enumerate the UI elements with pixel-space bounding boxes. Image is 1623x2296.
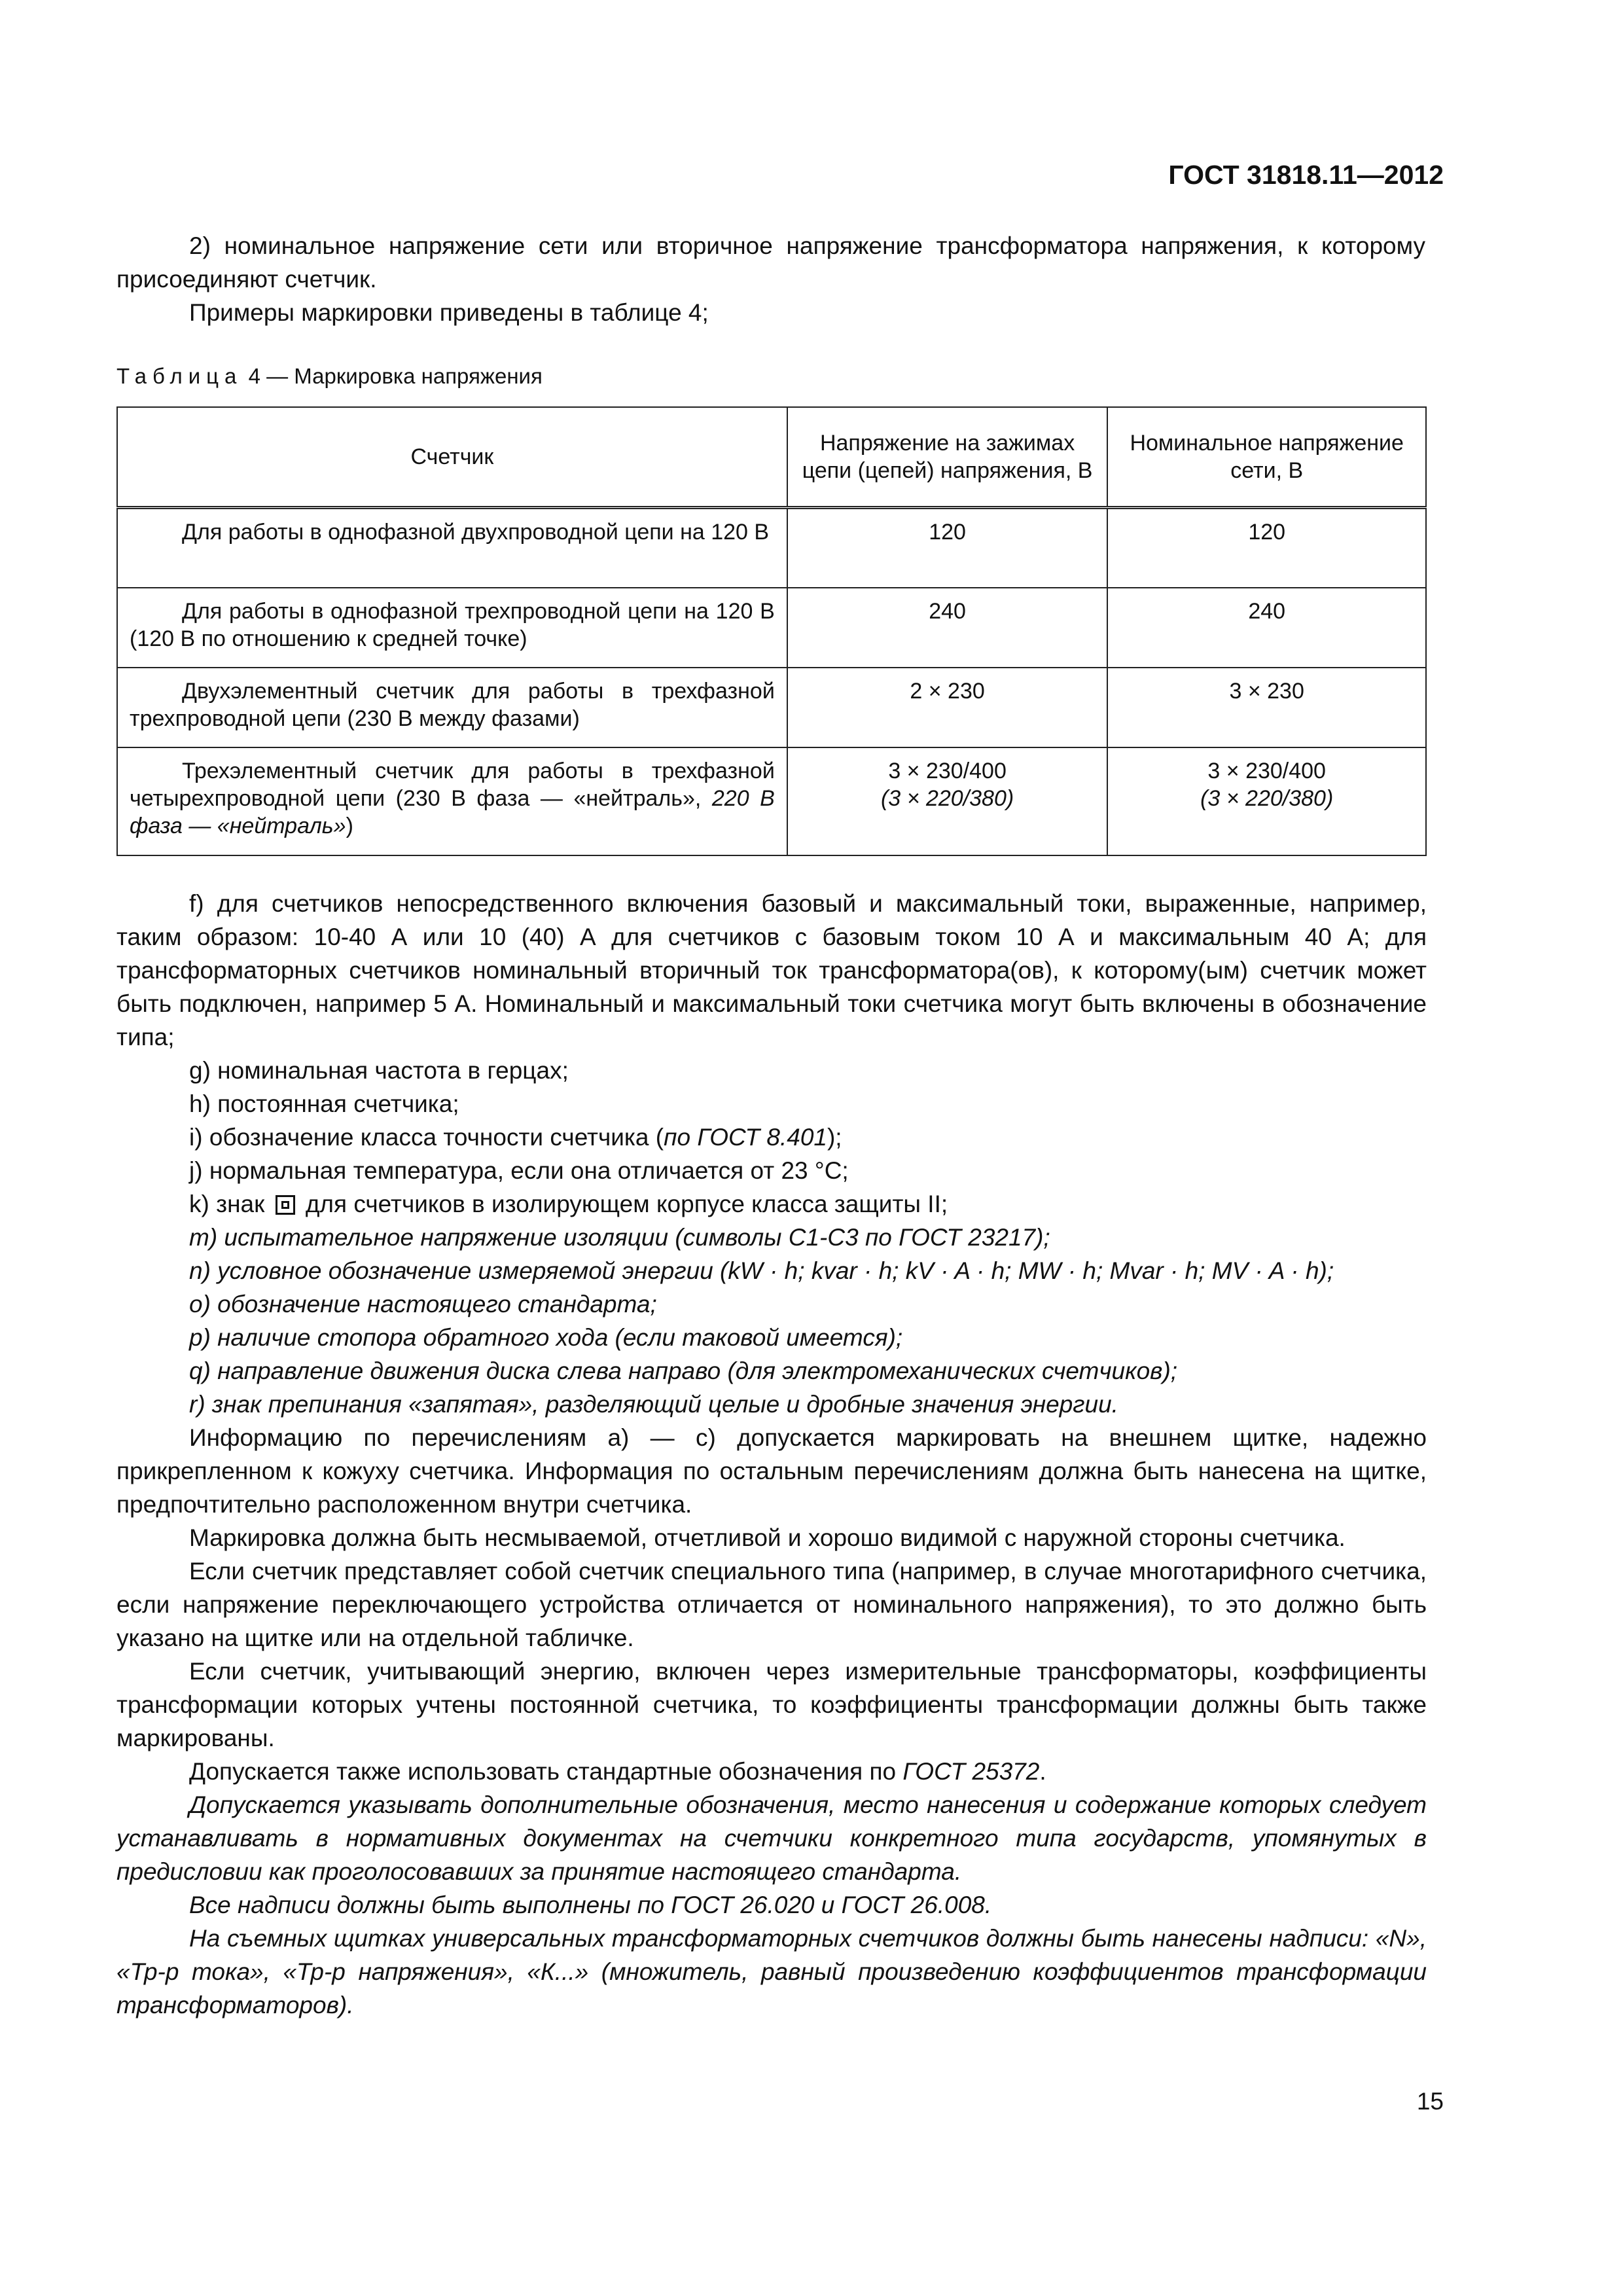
intro-item-2: 2) номинальное напряжение сети или вторичное напряжение трансформатора напряжения, к которому присоединяют счетчик. (116, 232, 1425, 293)
item-j: j) нормальная температура, если она отличается от 23 °С; (189, 1157, 849, 1184)
paragraph-removable-plates: На съемных щитках универсальных трансформаторных счетчиков должны быть нанесены надписи: «N», «Тр-р тока», «Тр-р напряжения», «К...» (множитель, равный произведению коэффициентов трансформации трансформаторов). (116, 1925, 1427, 2018)
item-f: f) для счетчиков непосредственного включения базовый и максимальный токи, выраженные, например, таким образом: 10-40 А или 10 (40) А для счетчиков с базовым током 10 А и максимальным 40 А; для трансформаторных счетчиков номинальный вторичный ток трансформатора(ов), к которому(ым) счетчик может быть подключен, например 5 А. Номинальный и максимальный токи счетчика могут быть включены в обозначение типа; (116, 890, 1427, 1050)
page-number: 15 (1416, 2088, 1444, 2115)
marking-items-list (116, 887, 1427, 2022)
paragraph-standard-symbols: Допускается также использовать стандартные обозначения по ГОСТ 25372. (189, 1758, 1046, 1785)
terminal-voltage-cell: 240 (787, 588, 1108, 668)
header-network-voltage: Номинальное напряжение сети, В (1107, 407, 1426, 508)
table-caption-title: 4 — Маркировка напряжения (248, 364, 543, 388)
network-voltage-cell: 120 (1107, 508, 1426, 588)
network-voltage-cell: 240 (1107, 588, 1426, 668)
network-voltage-value: 3 × 230/400 (1207, 758, 1326, 783)
terminal-voltage-cell: 120 (787, 508, 1108, 588)
document-id-header: ГОСТ 31818.11—2012 (1168, 160, 1444, 190)
item-m: m) испытательное напряжение изоляции (символы С1-С3 по ГОСТ 23217); (189, 1224, 1050, 1251)
item-n: n) условное обозначение измеряемой энергии (kW · h; kvar · h; kV · A · h; MW · h; Mvar · h; MV · A · h); (189, 1257, 1334, 1284)
meter-cell: Для работы в однофазной двухпроводной цепи на 120 В (117, 508, 787, 588)
item-i: i) обозначение класса точности счетчика (по ГОСТ 8.401); (189, 1124, 842, 1151)
paragraph-special-type: Если счетчик представляет собой счетчик специального типа (например, в случае многотарифного счетчика, если напряжение переключающего устройства отличается от номинального напряжения), то это должно быть указано на щитке или на отдельной табличке. (116, 1558, 1427, 1651)
meter-cell: Трехэлементный счетчик для работы в трехфазной четырехпроводной цепи (230 В фаза — «нейтраль», 220 В фаза — «нейтраль») (117, 747, 787, 855)
header-terminal-voltage: Напряжение на зажимах цепи (цепей) напряжения, В (787, 407, 1108, 508)
item-g: g) номинальная частота в герцах; (189, 1057, 569, 1084)
examples-note: Примеры маркировки приведены в таблице 4; (189, 299, 709, 326)
table-header-row (117, 407, 1426, 508)
terminal-voltage-value: 3 × 230/400 (888, 758, 1007, 783)
item-o: o) обозначение настоящего стандарта; (189, 1291, 657, 1318)
voltage-marking-table (116, 406, 1427, 856)
terminal-voltage-alt: (3 × 220/380) (880, 785, 1014, 811)
paragraph-durability: Маркировка должна быть несмываемой, отчетливой и хорошо видимой с наружной стороны счетчика. (189, 1524, 1346, 1551)
table-row (117, 508, 1426, 588)
meter-cell: Двухэлементный счетчик для работы в трехфазной трехпроводной цепи (230 В между фазами) (117, 668, 787, 747)
terminal-voltage-cell: 2 × 230 (787, 668, 1108, 747)
double-insulation-icon (276, 1195, 295, 1215)
network-voltage-cell (1107, 747, 1426, 855)
network-voltage-cell: 3 × 230 (1107, 668, 1426, 747)
table-caption (116, 364, 543, 389)
table-caption-label: Таблица (116, 364, 243, 388)
table-row (117, 668, 1426, 747)
paragraph-inscription-standards: Все надписи должны быть выполнены по ГОСТ 26.020 и ГОСТ 26.008. (189, 1892, 992, 1918)
item-p: p) наличие стопора обратного хода (если таковой имеется); (189, 1324, 903, 1351)
item-q: q) направление движения диска слева направо (для электромеханических счетчиков); (189, 1357, 1178, 1384)
intro-block (116, 229, 1425, 329)
meter-cell: Для работы в однофазной трехпроводной цепи на 120 В (120 В по отношению к средней точке) (117, 588, 787, 668)
item-h: h) постоянная счетчика; (189, 1090, 459, 1117)
table-row (117, 588, 1426, 668)
paragraph-transformer-ratios: Если счетчик, учитывающий энергию, включен через измерительные трансформаторы, коэффициенты трансформации которых учтены постоянной счетчика, то коэффициенты трансформации должны быть также маркированы. (116, 1658, 1427, 1751)
item-r: r) знак препинания «запятая», разделяющий целые и дробные значения энергии. (189, 1391, 1118, 1418)
paragraph-additional-symbols: Допускается указывать дополнительные обозначения, место нанесения и содержание которых следует устанавливать в нормативных документах на счетчики конкретного типа государств, упомянутых в предисловии как проголосовавших за принятие настоящего стандарта. (116, 1791, 1427, 1885)
header-meter: Счетчик (117, 407, 787, 508)
table-row (117, 747, 1426, 855)
item-k: k) знак для счетчиков в изолирующем корпусе класса защиты II; (189, 1191, 948, 1217)
terminal-voltage-cell (787, 747, 1108, 855)
paragraph-marking-location: Информацию по перечислениям а) — с) допускается маркировать на внешнем щитке, надежно прикрепленном к кожуху счетчика. Информация по остальным перечислениям должна быть нанесена на щитке, предпочтительно расположенном внутри счетчика. (116, 1424, 1427, 1518)
network-voltage-alt: (3 × 220/380) (1200, 785, 1334, 811)
